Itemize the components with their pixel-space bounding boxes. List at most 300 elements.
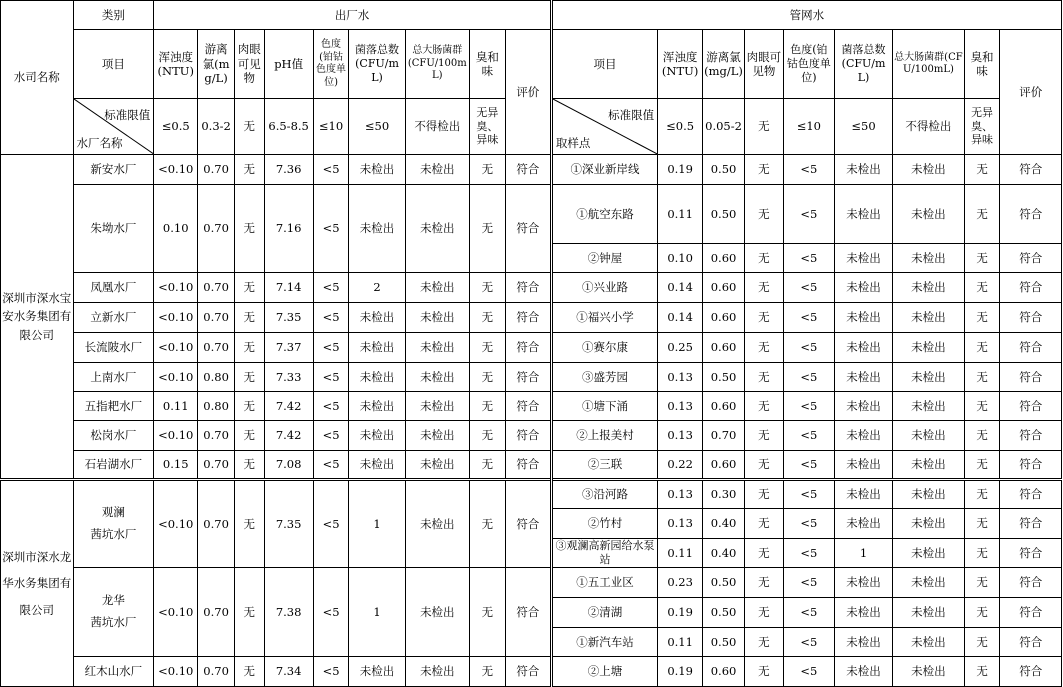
plant-visible-cell: 无 — [234, 303, 264, 333]
plant-coliform-cell: 未检出 — [405, 657, 469, 687]
network-color-cell: <5 — [783, 244, 834, 273]
plant-odor-cell: 无 — [470, 451, 506, 480]
plant-visible-cell: 无 — [234, 421, 264, 451]
network-odor-cell: 无 — [964, 303, 1000, 333]
network-turbidity-cell: 0.19 — [658, 598, 703, 628]
limit-network-colony: ≤50 — [834, 99, 892, 155]
network-visible-cell: 无 — [744, 539, 783, 568]
network-turbidity-cell: 0.13 — [658, 509, 703, 539]
network-visible-cell: 无 — [744, 185, 783, 244]
param-outlet-chlorine: 游离氯(mg/L) — [198, 30, 235, 99]
plant-name-cell — [73, 480, 154, 568]
limit-outlet-chlorine: 0.3-2 — [198, 99, 235, 155]
network-turbidity-cell: 0.11 — [658, 628, 703, 657]
network-evaluation-cell: 符合 — [1000, 333, 1062, 363]
limit-network-chlorine: 0.05-2 — [703, 99, 745, 155]
table-row — [1, 657, 1062, 687]
network-colony-cell: 未检出 — [834, 628, 892, 657]
network-evaluation-cell: 符合 — [1000, 598, 1062, 628]
network-visible-cell: 无 — [744, 333, 783, 363]
plant-odor-cell: 无 — [470, 273, 506, 303]
network-chlorine-cell: 0.50 — [703, 628, 745, 657]
network-odor-cell: 无 — [964, 539, 1000, 568]
network-coliform-cell: 未检出 — [893, 333, 965, 363]
network-odor-cell: 无 — [964, 392, 1000, 421]
plant-evaluation-cell: 符合 — [505, 657, 551, 687]
network-coliform-cell: 未检出 — [893, 185, 965, 244]
network-color-cell: <5 — [783, 303, 834, 333]
table-row — [1, 273, 1062, 303]
network-chlorine-cell: 0.60 — [703, 244, 745, 273]
plant-coliform-cell: 未检出 — [405, 303, 469, 333]
company-col-header: 水司名称 — [1, 1, 74, 155]
param-network-coliform: 总大肠菌群(CFU/100mL) — [893, 30, 965, 99]
plant-colony-cell: 未检出 — [349, 421, 405, 451]
network-turbidity-cell: 0.14 — [658, 273, 703, 303]
category-header: 类别 — [73, 1, 154, 30]
network-evaluation-cell: 符合 — [1000, 509, 1062, 539]
sample-point-label: 取样点 — [555, 135, 591, 150]
network-color-cell: <5 — [783, 363, 834, 392]
network-evaluation-cell: 符合 — [1000, 392, 1062, 421]
plant-ph-cell: 7.37 — [264, 333, 313, 363]
plant-color-cell: <5 — [313, 480, 349, 568]
network-coliform-cell: 未检出 — [893, 451, 965, 480]
plant-evaluation-cell: 符合 — [505, 185, 551, 273]
sample-point-cell: ②三联 — [551, 451, 657, 480]
plant-ph-cell: 7.35 — [264, 303, 313, 333]
plant-name-cell: 长流陂水厂 — [73, 333, 154, 363]
network-chlorine-cell: 0.50 — [703, 598, 745, 628]
param-outlet-ph: pH值 — [264, 30, 313, 99]
network-color-cell: <5 — [783, 273, 834, 303]
limit-network-visible: 无 — [744, 99, 783, 155]
table-row — [1, 421, 1062, 451]
plant-evaluation-cell: 符合 — [505, 363, 551, 392]
network-color-cell: <5 — [783, 480, 834, 509]
plant-visible-cell: 无 — [234, 333, 264, 363]
network-colony-cell: 未检出 — [834, 363, 892, 392]
table-row — [1, 155, 1062, 185]
plant-name-line: 观澜 — [101, 505, 125, 520]
plant-name-cell: 石岩湖水厂 — [73, 451, 154, 480]
network-color-cell: <5 — [783, 657, 834, 687]
plant-coliform-cell: 未检出 — [405, 333, 469, 363]
network-coliform-cell: 未检出 — [893, 363, 965, 392]
standard-limit-label: 标准限值 — [104, 108, 151, 122]
sample-point-cell: ①新汽车站 — [551, 628, 657, 657]
network-turbidity-cell: 0.14 — [658, 303, 703, 333]
plant-odor-cell: 无 — [470, 568, 506, 657]
plant-name-line: 龙华 — [101, 593, 125, 608]
plant-turbidity-cell: 0.11 — [154, 392, 198, 421]
network-colony-cell: 未检出 — [834, 303, 892, 333]
sample-point-cell: ③观澜高新园给水泵站 — [551, 539, 657, 568]
plant-chlorine-cell: 0.80 — [198, 392, 235, 421]
network-evaluation-cell: 符合 — [1000, 480, 1062, 509]
plant-color-cell: <5 — [313, 303, 349, 333]
plant-coliform-cell: 未检出 — [405, 273, 469, 303]
plant-colony-cell: 1 — [349, 480, 405, 568]
plant-coliform-cell: 未检出 — [405, 568, 469, 657]
sample-point-cell: ①深业新岸线 — [551, 155, 657, 185]
network-evaluation-cell: 符合 — [1000, 421, 1062, 451]
plant-odor-cell: 无 — [470, 303, 506, 333]
plant-colony-cell: 1 — [349, 568, 405, 657]
plant-turbidity-cell: <0.10 — [154, 421, 198, 451]
plant-name-line: 茜坑水厂 — [90, 527, 137, 541]
network-chlorine-cell: 0.50 — [703, 363, 745, 392]
sample-point-cell: ①赛尔康 — [551, 333, 657, 363]
plant-chlorine-cell: 0.70 — [198, 657, 235, 687]
sample-point-cell: ③沿河路 — [551, 480, 657, 509]
network-evaluation-cell: 符合 — [1000, 155, 1062, 185]
sample-point-cell: ①兴业路 — [551, 273, 657, 303]
plant-chlorine-cell: 0.70 — [198, 480, 235, 568]
network-visible-cell: 无 — [744, 421, 783, 451]
network-colony-cell: 未检出 — [834, 421, 892, 451]
network-water-header: 管网水 — [551, 1, 1061, 30]
network-odor-cell: 无 — [964, 568, 1000, 598]
plant-visible-cell: 无 — [234, 657, 264, 687]
plant-name-cell: 凤凰水厂 — [73, 273, 154, 303]
network-odor-cell: 无 — [964, 244, 1000, 273]
network-odor-cell: 无 — [964, 273, 1000, 303]
plant-ph-cell: 7.34 — [264, 657, 313, 687]
plant-evaluation-cell: 符合 — [505, 421, 551, 451]
plant-evaluation-cell: 符合 — [505, 392, 551, 421]
item-header-network: 项目 — [551, 30, 657, 99]
plant-name-line: 茜坑水厂 — [90, 615, 137, 629]
network-visible-cell: 无 — [744, 657, 783, 687]
network-visible-cell: 无 — [744, 244, 783, 273]
param-network-turbidity: 浑浊度(NTU) — [658, 30, 703, 99]
network-chlorine-cell: 0.50 — [703, 155, 745, 185]
network-turbidity-cell: 0.25 — [658, 333, 703, 363]
network-coliform-cell: 未检出 — [893, 628, 965, 657]
limit-outlet-colony: ≤50 — [349, 99, 405, 155]
plant-chlorine-cell: 0.70 — [198, 333, 235, 363]
plant-evaluation-cell: 符合 — [505, 568, 551, 657]
network-odor-cell: 无 — [964, 185, 1000, 244]
plant-coliform-cell: 未检出 — [405, 363, 469, 392]
plant-odor-cell: 无 — [470, 657, 506, 687]
network-evaluation-cell: 符合 — [1000, 244, 1062, 273]
plant-colony-cell: 未检出 — [349, 155, 405, 185]
sample-point-cell: ②上报美村 — [551, 421, 657, 451]
plant-colony-cell: 未检出 — [349, 303, 405, 333]
network-coliform-cell: 未检出 — [893, 568, 965, 598]
network-evaluation-cell: 符合 — [1000, 363, 1062, 392]
sample-point-cell: ③盛芳园 — [551, 363, 657, 392]
plant-ph-cell: 7.14 — [264, 273, 313, 303]
plant-odor-cell: 无 — [470, 185, 506, 273]
plant-name-label: 水厂名称 — [76, 135, 123, 150]
network-turbidity-cell: 0.13 — [658, 480, 703, 509]
network-chlorine-cell: 0.50 — [703, 185, 745, 244]
network-colony-cell: 未检出 — [834, 155, 892, 185]
plant-coliform-cell: 未检出 — [405, 451, 469, 480]
network-evaluation-cell: 符合 — [1000, 539, 1062, 568]
plant-chlorine-cell: 0.70 — [198, 303, 235, 333]
plant-color-cell: <5 — [313, 421, 349, 451]
plant-odor-cell: 无 — [470, 421, 506, 451]
header-row-1 — [1, 1, 1062, 30]
network-coliform-cell: 未检出 — [893, 421, 965, 451]
network-color-cell: <5 — [783, 451, 834, 480]
plant-turbidity-cell: <0.10 — [154, 568, 198, 657]
network-turbidity-cell: 0.10 — [658, 244, 703, 273]
limit-outlet-ph: 6.5-8.5 — [264, 99, 313, 155]
network-visible-cell: 无 — [744, 451, 783, 480]
plant-coliform-cell: 未检出 — [405, 155, 469, 185]
plant-color-cell: <5 — [313, 657, 349, 687]
network-colony-cell: 1 — [834, 539, 892, 568]
network-chlorine-cell: 0.60 — [703, 392, 745, 421]
network-colony-cell: 未检出 — [834, 244, 892, 273]
network-visible-cell: 无 — [744, 598, 783, 628]
limit-outlet-visible: 无 — [234, 99, 264, 155]
plant-colony-cell: 未检出 — [349, 363, 405, 392]
sample-point-cell: ②钟屋 — [551, 244, 657, 273]
plant-colony-cell: 未检出 — [349, 657, 405, 687]
network-chlorine-cell: 0.50 — [703, 568, 745, 598]
param-outlet-coliform: 总大肠菌群(CFU/100mL) — [405, 30, 469, 99]
network-color-cell: <5 — [783, 421, 834, 451]
plant-chlorine-cell: 0.70 — [198, 185, 235, 273]
plant-turbidity-cell: 0.10 — [154, 185, 198, 273]
plant-turbidity-cell: 0.15 — [154, 451, 198, 480]
limit-network-coliform: 不得检出 — [893, 99, 965, 155]
network-turbidity-cell: 0.11 — [658, 185, 703, 244]
sample-point-cell: ②清湖 — [551, 598, 657, 628]
plant-coliform-cell: 未检出 — [405, 185, 469, 273]
network-chlorine-cell: 0.60 — [703, 273, 745, 303]
network-coliform-cell: 未检出 — [893, 509, 965, 539]
plant-name-cell: 朱坳水厂 — [73, 185, 154, 273]
plant-ph-cell: 7.35 — [264, 480, 313, 568]
plant-chlorine-cell: 0.70 — [198, 421, 235, 451]
plant-chlorine-cell: 0.80 — [198, 363, 235, 392]
plant-ph-cell: 7.42 — [264, 392, 313, 421]
plant-evaluation-cell: 符合 — [505, 480, 551, 568]
network-odor-cell: 无 — [964, 155, 1000, 185]
network-coliform-cell: 未检出 — [893, 273, 965, 303]
param-network-chlorine: 游离氯(mg/L) — [703, 30, 745, 99]
network-evaluation-cell: 符合 — [1000, 185, 1062, 244]
network-colony-cell: 未检出 — [834, 451, 892, 480]
plant-chlorine-cell: 0.70 — [198, 155, 235, 185]
plant-color-cell: <5 — [313, 333, 349, 363]
network-odor-cell: 无 — [964, 628, 1000, 657]
network-evaluation-cell: 符合 — [1000, 628, 1062, 657]
plant-visible-cell: 无 — [234, 568, 264, 657]
network-turbidity-cell: 0.22 — [658, 451, 703, 480]
plant-chlorine-cell: 0.70 — [198, 451, 235, 480]
param-outlet-turbidity: 浑浊度(NTU) — [154, 30, 198, 99]
plant-turbidity-cell: <0.10 — [154, 363, 198, 392]
network-odor-cell: 无 — [964, 598, 1000, 628]
evaluation-header-network: 评价 — [1000, 30, 1062, 155]
sample-point-cell: ①塘下涌 — [551, 392, 657, 421]
item-header-outlet: 项目 — [73, 30, 154, 99]
plant-color-cell: <5 — [313, 568, 349, 657]
limit-network-turbidity: ≤0.5 — [658, 99, 703, 155]
plant-visible-cell: 无 — [234, 480, 264, 568]
limit-network-color: ≤10 — [783, 99, 834, 155]
network-visible-cell: 无 — [744, 509, 783, 539]
plant-color-cell: <5 — [313, 451, 349, 480]
table-row — [1, 480, 1062, 509]
network-chlorine-cell: 0.60 — [703, 657, 745, 687]
network-color-cell: <5 — [783, 185, 834, 244]
plant-color-cell: <5 — [313, 185, 349, 273]
evaluation-header-outlet: 评价 — [505, 30, 551, 155]
plant-visible-cell: 无 — [234, 363, 264, 392]
network-chlorine-cell: 0.40 — [703, 509, 745, 539]
plant-turbidity-cell: <0.10 — [154, 333, 198, 363]
table-row — [1, 451, 1062, 480]
param-network-odor: 臭和味 — [964, 30, 1000, 99]
plant-visible-cell: 无 — [234, 185, 264, 273]
network-evaluation-cell: 符合 — [1000, 273, 1062, 303]
network-odor-cell: 无 — [964, 657, 1000, 687]
plant-name-cell: 新安水厂 — [73, 155, 154, 185]
network-color-cell: <5 — [783, 392, 834, 421]
plant-name-cell: 立新水厂 — [73, 303, 154, 333]
network-evaluation-cell: 符合 — [1000, 568, 1062, 598]
plant-visible-cell: 无 — [234, 155, 264, 185]
network-color-cell: <5 — [783, 628, 834, 657]
plant-colony-cell: 2 — [349, 273, 405, 303]
outlet-water-header: 出厂水 — [154, 1, 552, 30]
network-chlorine-cell: 0.60 — [703, 333, 745, 363]
plant-odor-cell: 无 — [470, 480, 506, 568]
network-colony-cell: 未检出 — [834, 509, 892, 539]
network-chlorine-cell: 0.60 — [703, 303, 745, 333]
network-visible-cell: 无 — [744, 392, 783, 421]
network-coliform-cell: 未检出 — [893, 657, 965, 687]
network-visible-cell: 无 — [744, 628, 783, 657]
plant-coliform-cell: 未检出 — [405, 392, 469, 421]
plant-evaluation-cell: 符合 — [505, 333, 551, 363]
plant-turbidity-cell: <0.10 — [154, 303, 198, 333]
plant-color-cell: <5 — [313, 273, 349, 303]
network-odor-cell: 无 — [964, 363, 1000, 392]
limit-network-odor: 无异臭、异味 — [964, 99, 1000, 155]
header-row-2 — [1, 30, 1062, 99]
network-turbidity-cell: 0.19 — [658, 155, 703, 185]
limit-outlet-odor: 无异臭、异味 — [470, 99, 506, 155]
network-colony-cell: 未检出 — [834, 273, 892, 303]
network-turbidity-cell: 0.19 — [658, 657, 703, 687]
plant-turbidity-cell: <0.10 — [154, 273, 198, 303]
plant-name-cell: 松岗水厂 — [73, 421, 154, 451]
network-evaluation-cell: 符合 — [1000, 451, 1062, 480]
network-color-cell: <5 — [783, 155, 834, 185]
network-color-cell: <5 — [783, 509, 834, 539]
plant-turbidity-cell: <0.10 — [154, 480, 198, 568]
sample-point-cell: ②竹村 — [551, 509, 657, 539]
network-colony-cell: 未检出 — [834, 657, 892, 687]
network-visible-cell: 无 — [744, 363, 783, 392]
plant-color-cell: <5 — [313, 155, 349, 185]
plant-color-cell: <5 — [313, 392, 349, 421]
network-evaluation-cell: 符合 — [1000, 657, 1062, 687]
network-chlorine-cell: 0.70 — [703, 421, 745, 451]
plant-evaluation-cell: 符合 — [505, 155, 551, 185]
param-network-visible: 肉眼可见物 — [744, 30, 783, 99]
network-colony-cell: 未检出 — [834, 480, 892, 509]
plant-odor-cell: 无 — [470, 155, 506, 185]
network-colony-cell: 未检出 — [834, 568, 892, 598]
limit-outlet-color: ≤10 — [313, 99, 349, 155]
table-row — [1, 363, 1062, 392]
table-row — [1, 568, 1062, 598]
company-name-cell: 深圳市深水宝安水务集团有限公司 — [1, 155, 74, 480]
network-color-cell: <5 — [783, 568, 834, 598]
sample-point-cell: ①航空东路 — [551, 185, 657, 244]
param-outlet-odor: 臭和味 — [470, 30, 506, 99]
plant-odor-cell: 无 — [470, 363, 506, 392]
sample-point-cell: ①五工业区 — [551, 568, 657, 598]
plant-evaluation-cell: 符合 — [505, 273, 551, 303]
plant-ph-cell: 7.38 — [264, 568, 313, 657]
limit-outlet-coliform: 不得检出 — [405, 99, 469, 155]
plant-name-cell: 五指耙水厂 — [73, 392, 154, 421]
network-visible-cell: 无 — [744, 303, 783, 333]
table-row — [1, 392, 1062, 421]
plant-name-cell — [73, 568, 154, 657]
network-turbidity-cell: 0.23 — [658, 568, 703, 598]
network-turbidity-cell: 0.13 — [658, 363, 703, 392]
standard-limit-label: 标准限值 — [608, 108, 655, 122]
plant-color-cell: <5 — [313, 363, 349, 392]
plant-name-cell: 上南水厂 — [73, 363, 154, 392]
network-odor-cell: 无 — [964, 509, 1000, 539]
network-turbidity-cell: 0.13 — [658, 392, 703, 421]
network-color-cell: <5 — [783, 539, 834, 568]
network-coliform-cell: 未检出 — [893, 480, 965, 509]
network-coliform-cell: 未检出 — [893, 539, 965, 568]
plant-ph-cell: 7.33 — [264, 363, 313, 392]
network-chlorine-cell: 0.60 — [703, 451, 745, 480]
network-evaluation-cell: 符合 — [1000, 303, 1062, 333]
limit-outlet-turbidity: ≤0.5 — [154, 99, 198, 155]
table-row — [1, 185, 1062, 244]
plant-chlorine-cell: 0.70 — [198, 568, 235, 657]
diagonal-header-network — [551, 99, 657, 155]
plant-coliform-cell: 未检出 — [405, 480, 469, 568]
network-chlorine-cell: 0.30 — [703, 480, 745, 509]
network-odor-cell: 无 — [964, 480, 1000, 509]
plant-colony-cell: 未检出 — [349, 185, 405, 273]
network-turbidity-cell: 0.13 — [658, 421, 703, 451]
network-colony-cell: 未检出 — [834, 392, 892, 421]
network-odor-cell: 无 — [964, 451, 1000, 480]
plant-name-cell: 红木山水厂 — [73, 657, 154, 687]
network-visible-cell: 无 — [744, 568, 783, 598]
network-visible-cell: 无 — [744, 273, 783, 303]
network-coliform-cell: 未检出 — [893, 598, 965, 628]
network-odor-cell: 无 — [964, 421, 1000, 451]
network-colony-cell: 未检出 — [834, 598, 892, 628]
plant-evaluation-cell: 符合 — [505, 303, 551, 333]
plant-visible-cell: 无 — [234, 273, 264, 303]
plant-odor-cell: 无 — [470, 333, 506, 363]
param-outlet-color: 色度(铂钴色度单位) — [313, 30, 349, 99]
network-color-cell: <5 — [783, 333, 834, 363]
